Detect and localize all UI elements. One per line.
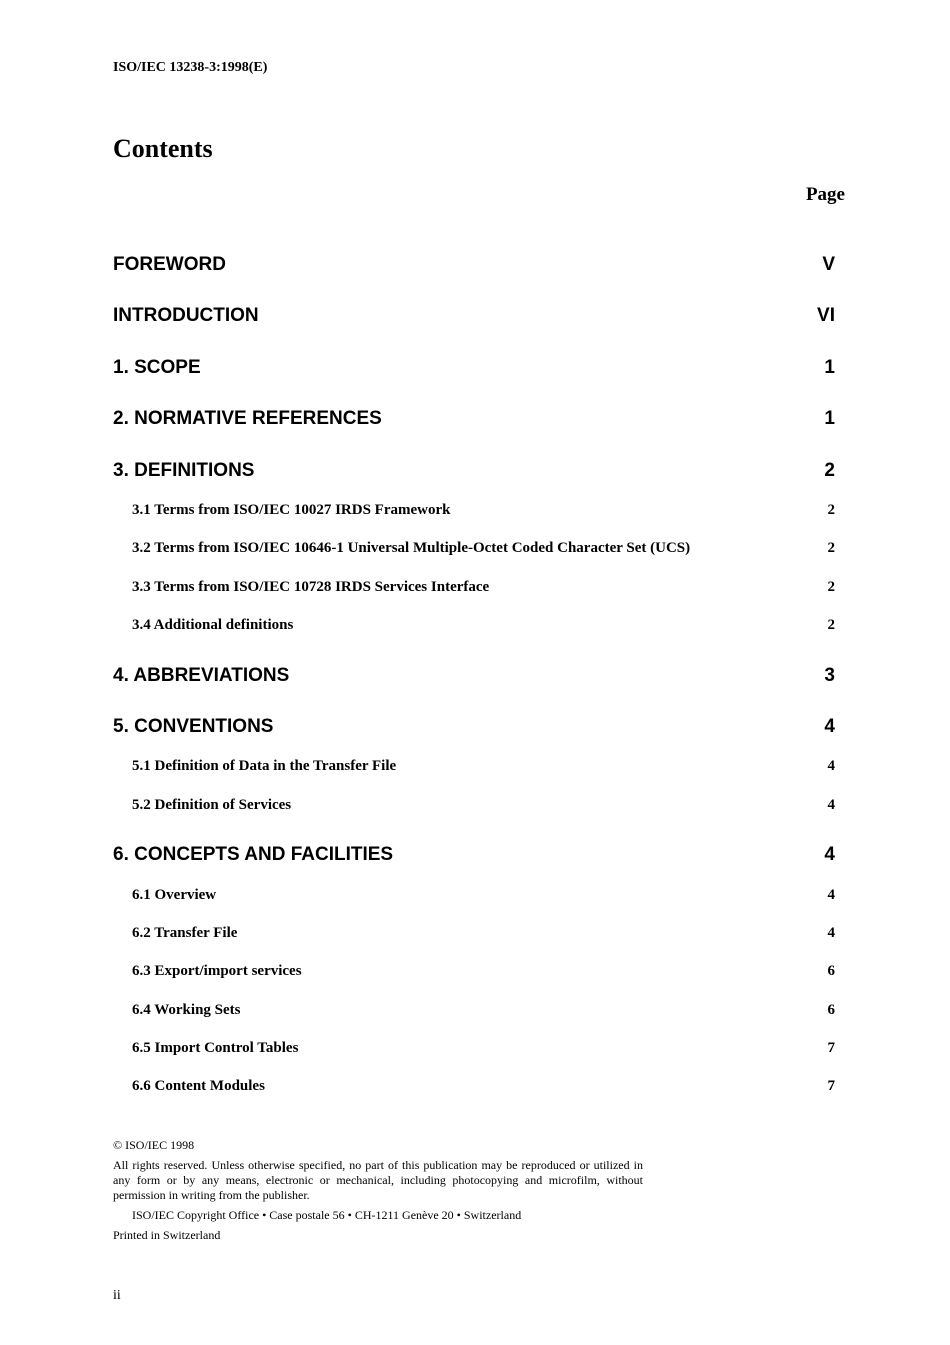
toc-entry[interactable] [113,357,835,379]
toc-entry-title: FOREWORD [113,254,226,275]
toc-entry[interactable] [132,797,835,814]
printed-in: Printed in Switzerland [113,1228,221,1242]
toc-entry-title: 4. ABBREVIATIONS [113,665,290,686]
toc-entry[interactable] [113,460,835,482]
toc-entry[interactable] [132,925,835,942]
toc-entry-page: 2 [827,540,835,556]
toc-entry-page: 7 [827,1040,835,1056]
toc-entry[interactable] [132,1040,835,1057]
toc-entry[interactable] [113,665,835,687]
toc-entry[interactable] [132,579,835,596]
toc-entry-title: 3.1 Terms from ISO/IEC 10027 IRDS Framework [132,502,451,518]
toc-entry-title: 3.3 Terms from ISO/IEC 10728 IRDS Services Interface [132,579,490,595]
rights-statement: All rights reserved. Unless otherwise specified, no part of this publication may be reproduced or utilized in any form or by any means, electronic or mechanical, including photocopying and microfilm, without permission in writing from the publisher. [113,1158,643,1202]
toc-entry-title: INTRODUCTION [113,305,259,326]
toc-entry-title: 1. SCOPE [113,357,201,378]
copyright-notice [113,1138,643,1243]
toc-entry-page: 4 [827,925,835,941]
toc-entry-title: 6. CONCEPTS AND FACILITIES [113,844,394,865]
toc-entry-title: 3.4 Additional definitions [132,617,294,633]
toc-entry-title: 3.2 Terms from ISO/IEC 10646-1 Universal Multiple-Octet Coded Character Set (UCS) [132,540,691,556]
toc-entry[interactable] [113,716,835,738]
toc-entry-page: 2 [827,502,835,518]
toc-entry[interactable] [132,540,835,557]
toc-entry-page: VI [817,305,835,326]
toc-entry-title: 5. CONVENTIONS [113,716,274,737]
toc-entry-title: 5.2 Definition of Services [132,797,292,813]
page-title: Contents [113,134,213,163]
copyright-line: © ISO/IEC 1998 [113,1138,195,1152]
toc-entry[interactable] [113,254,835,276]
toc-entry-page: 4 [827,797,835,813]
page-column-label: Page [805,184,845,205]
toc-entry-page: 4 [827,758,835,774]
toc-entry-page: 2 [827,579,835,595]
toc-entry[interactable] [113,305,835,327]
toc-entry-title: 6.6 Content Modules [132,1078,265,1094]
toc-entry-title: 5.1 Definition of Data in the Transfer File [132,758,397,774]
toc-entry-page: 3 [824,665,835,686]
toc-entry[interactable] [113,408,835,430]
toc-entry[interactable] [132,617,835,634]
toc-entry-page: 1 [824,357,835,378]
toc-entry-page: 6 [827,1002,835,1018]
toc-entry-title: 6.2 Transfer File [132,925,238,941]
copyright-office-address: ISO/IEC Copyright Office • Case postale 56 • CH-1211 Genève 20 • Switzerland [132,1208,522,1222]
document-id-header: ISO/IEC 13238-3:1998(E) [113,60,268,75]
toc-entry[interactable] [132,502,835,519]
toc-entry-title: 6.1 Overview [132,887,217,903]
toc-entry-page: 2 [827,617,835,633]
toc-entry[interactable] [132,1078,835,1095]
toc-entry[interactable] [132,887,835,904]
toc-entry-page: 2 [824,460,835,481]
toc-entry-page: 4 [827,887,835,903]
toc-entry-title: 3. DEFINITIONS [113,460,255,481]
toc-entry-page: 1 [824,408,835,429]
toc-entry-page: V [822,254,835,275]
toc-entry-page: 4 [824,716,835,737]
toc-entry-title: 2. NORMATIVE REFERENCES [113,408,382,429]
toc-entry[interactable] [113,844,835,866]
toc-entry-title: 6.4 Working Sets [132,1002,241,1018]
toc-entry[interactable] [132,1002,835,1019]
toc-entry-page: 4 [824,844,835,865]
toc-entry-title: 6.3 Export/import services [132,963,302,979]
toc-entry-page: 6 [827,963,835,979]
page-number: ii [113,1288,121,1303]
toc-entry[interactable] [132,963,835,980]
toc-entry[interactable] [132,758,835,775]
toc-entry-page: 7 [827,1078,835,1094]
toc-entry-title: 6.5 Import Control Tables [132,1040,299,1056]
